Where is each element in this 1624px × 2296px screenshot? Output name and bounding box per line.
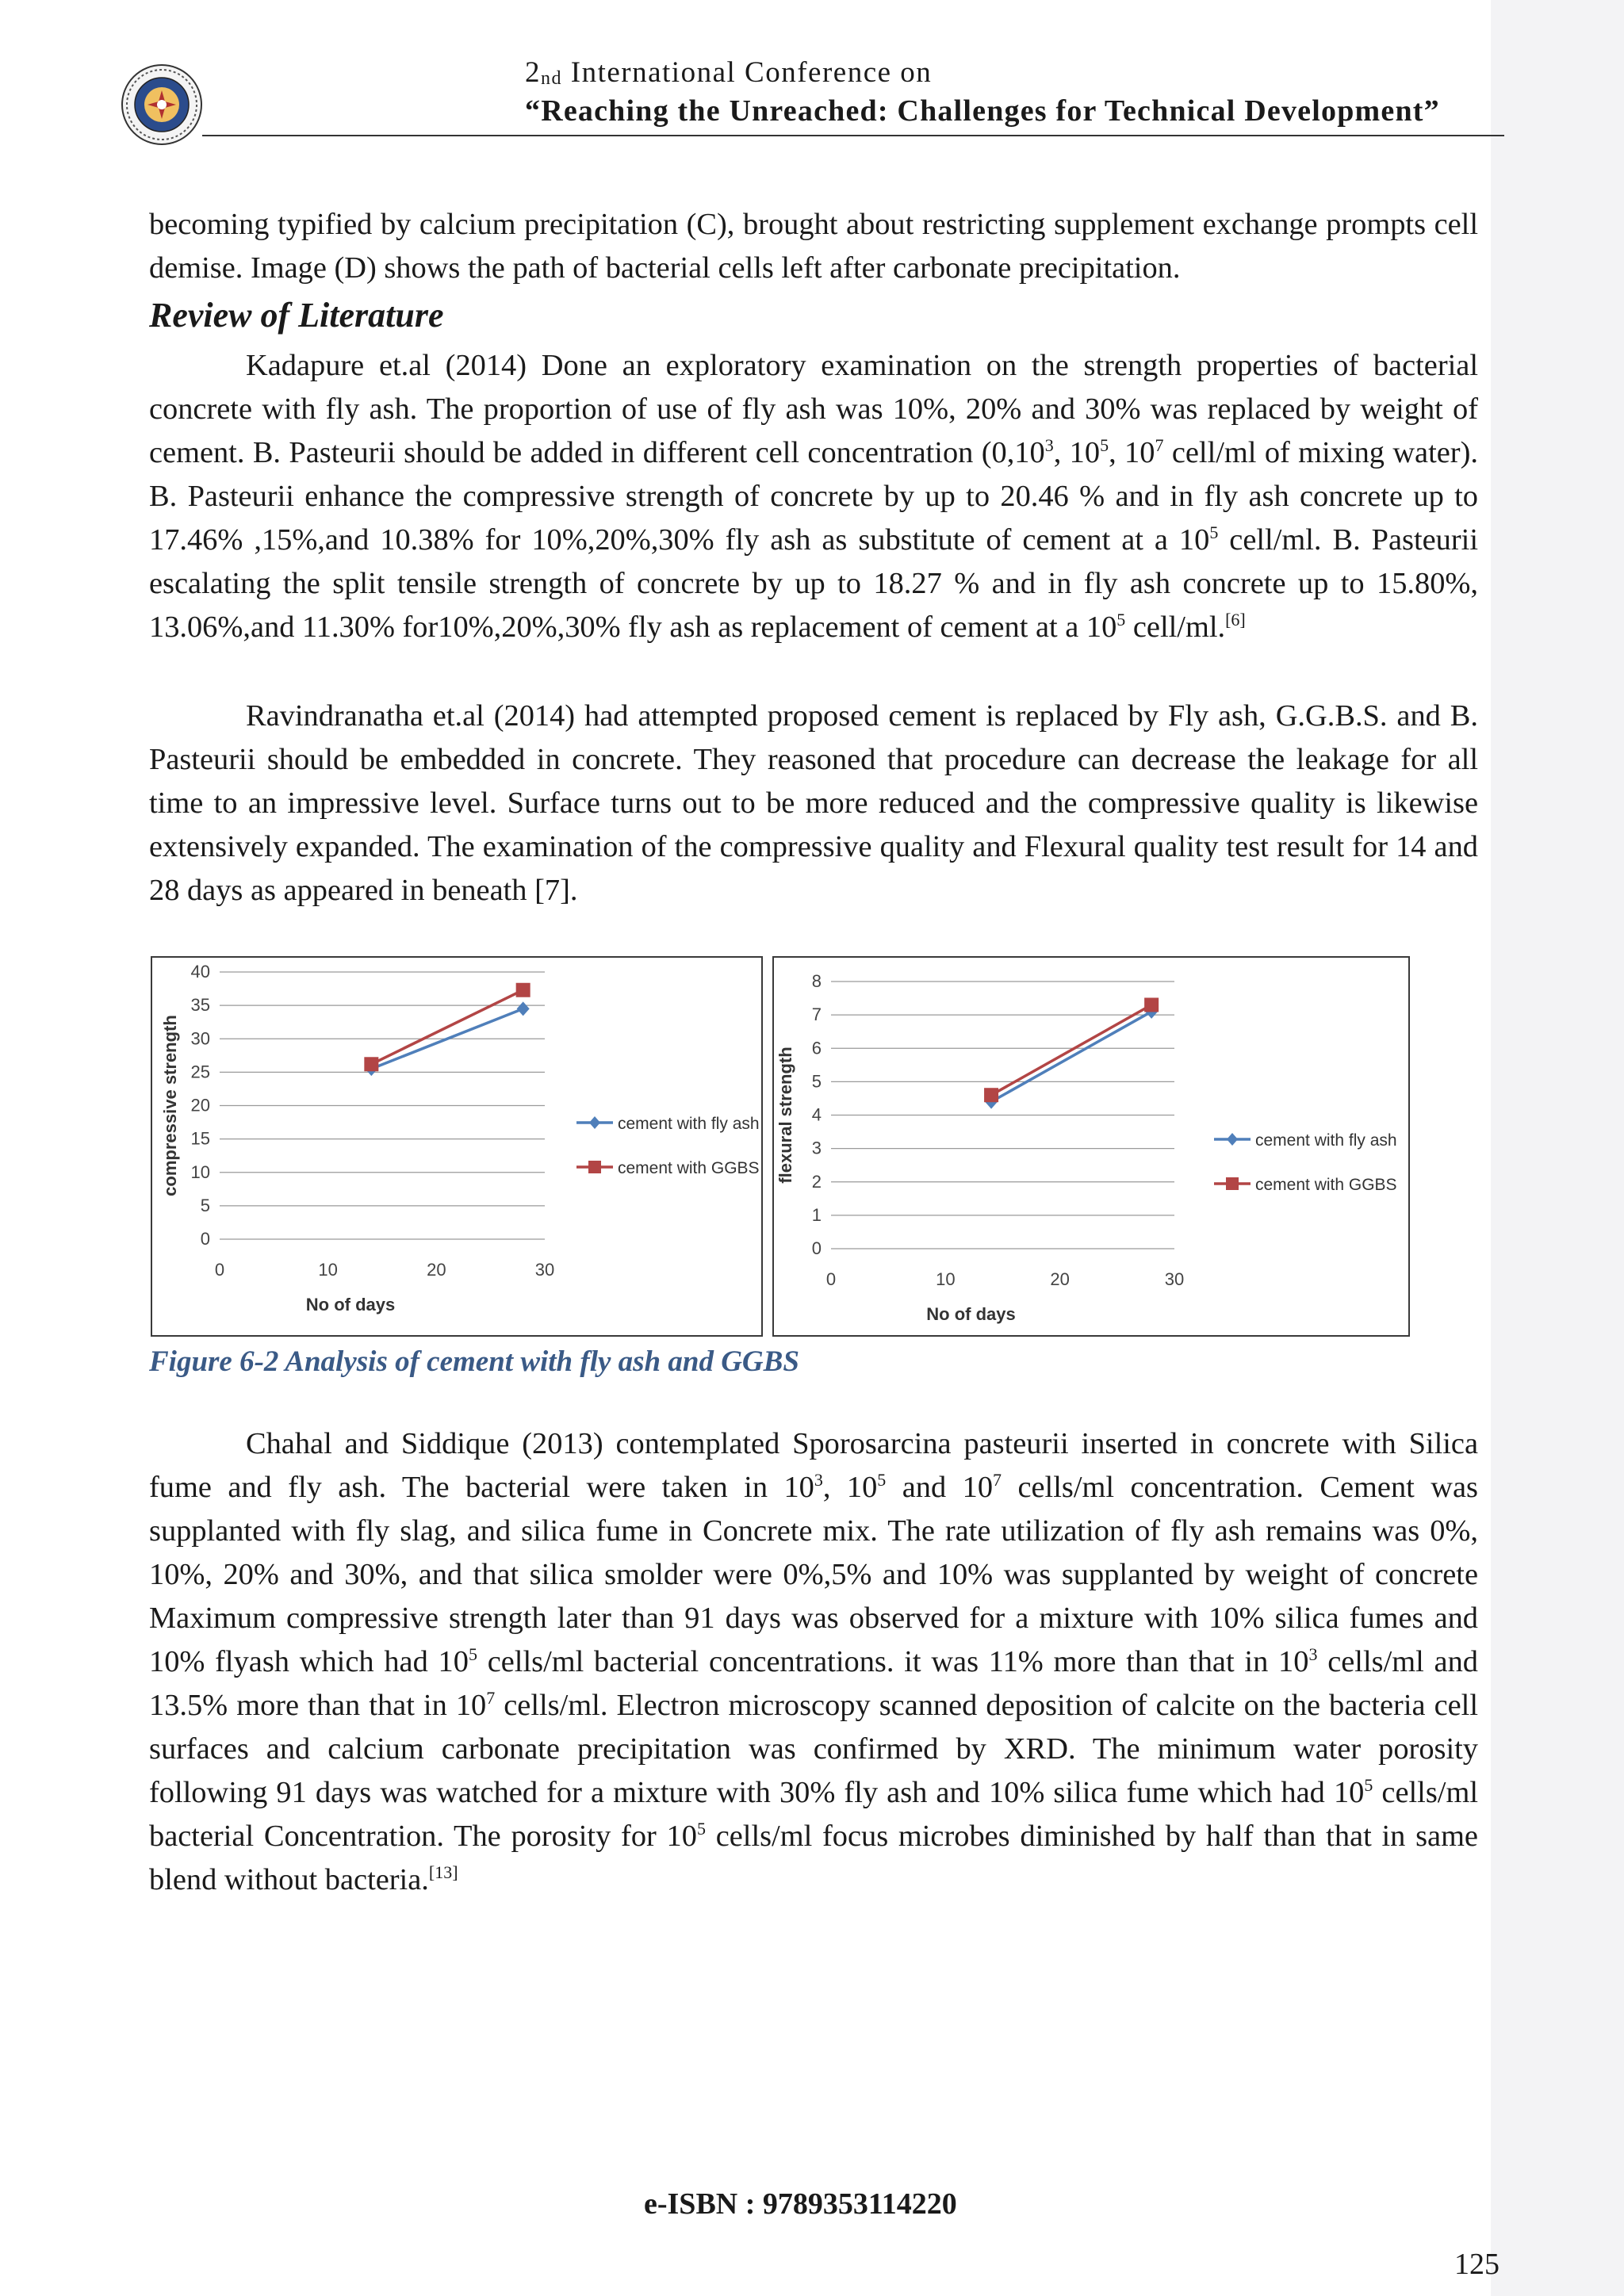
y-tick-label: 20 bbox=[190, 1095, 210, 1115]
legend-marker bbox=[1227, 1133, 1238, 1146]
legend-label: cement with fly ash bbox=[1255, 1131, 1397, 1150]
legend-label: cement with GGBS bbox=[618, 1159, 760, 1177]
y-tick-label: 10 bbox=[190, 1161, 210, 1182]
x-axis-label: No of days bbox=[926, 1304, 1016, 1324]
intro-paragraph: becoming typified by calcium precipitation (C), brought about restricting supplement exchange prompts cell demise. Image (D) shows the path of bacterial cells left after carbonate precipitation. bbox=[149, 208, 1478, 285]
data-point bbox=[516, 983, 530, 997]
series-line bbox=[371, 990, 523, 1065]
x-tick-label: 10 bbox=[318, 1260, 338, 1280]
data-point bbox=[517, 1001, 530, 1016]
y-axis-label: flexural strength bbox=[776, 1047, 795, 1184]
x-tick-label: 20 bbox=[1050, 1269, 1070, 1289]
conference-title: “Reaching the Unreached: Challenges for Technical Development” bbox=[525, 94, 1440, 128]
y-tick-label: 5 bbox=[200, 1195, 210, 1215]
legend-marker bbox=[589, 1116, 600, 1129]
y-tick-label: 25 bbox=[190, 1062, 210, 1082]
x-tick-label: 0 bbox=[214, 1260, 225, 1280]
chahal-paragraph: Chahal and Siddique (2013) contemplated Sporosarcina pasteurii inserted in concrete with Silica fume and fly ash. The bacterial were taken in $10^3$, $10^5$ and $10^7$ cells/ml concentration. Cement was supplanted with fly slag, and silica fume in Concrete mix. The rate utilization of fly ash remains was 0%, 10%, 20% and 30%, and that silica smolder were 0%,5% and 10% was supplanted by weight of concrete Maximum compressive strength later than 91 days was observed for a mixture with 10% silica fumes and 10% flyash which had $10^5$ cells/ml bacterial concentrations. it was 11% more than that in $10^3$ cells/ml and 13.5% more than that in $10^7$ cells/ml. Electron microscopy scanned deposition of calcite on the bacteria cell surfaces and calcium carbonate precipitation was confirmed by XRD. The minimum water porosity following 91 days was watched for a mixture with 30% fly ash and 10% silica fume which had $10^5$ cells/ml bacterial Concentration. The porosity for $10^5$ cells/ml focus microbes diminished by half than that in same blend without bacteria.[13] bbox=[149, 1427, 1478, 1896]
data-point bbox=[364, 1057, 378, 1071]
page-number: 125 bbox=[1454, 2248, 1500, 2281]
x-tick-label: 10 bbox=[936, 1269, 956, 1289]
y-tick-label: 7 bbox=[811, 1004, 822, 1025]
legend-label: cement with fly ash bbox=[618, 1115, 760, 1133]
x-tick-label: 30 bbox=[1164, 1269, 1185, 1289]
legend-marker bbox=[588, 1161, 601, 1173]
y-tick-label: 4 bbox=[811, 1104, 822, 1125]
y-tick-label: 2 bbox=[811, 1171, 822, 1192]
y-tick-label: 3 bbox=[811, 1138, 822, 1158]
flexural-strength-chart bbox=[772, 956, 1410, 1337]
figure-caption: Figure 6-2 Analysis of cement with fly ash and GGBS bbox=[149, 1345, 799, 1378]
section-heading: Review of Literature bbox=[149, 296, 444, 335]
conference-line: $2_{nd}$ International Conference on bbox=[525, 56, 933, 89]
page-margin-tint bbox=[1491, 0, 1624, 2296]
x-tick-label: 20 bbox=[427, 1260, 446, 1280]
y-tick-label: 5 bbox=[811, 1071, 822, 1092]
y-tick-label: 40 bbox=[190, 962, 210, 982]
x-axis-label: No of days bbox=[305, 1295, 396, 1314]
data-point bbox=[984, 1088, 998, 1102]
kadapure-paragraph: Kadapure et.al (2014) Done an exploratory examination on the strength properties of bacterial concrete with fly ash. The proportion of use of fly ash was 10%, 20% and 30% was replaced by weight of cement. B. Pasteurii should be added in different cell concentration (0,10$^3$, $10^5$, $10^7$ cell/ml of mixing water). B. Pasteurii enhance the compressive strength of concrete by up to 20.46 % and in fly ash concrete up to 17.46% ,15%,and 10.38% for 10%,20%,30% fly ash as substitute of cement at a $10^5$ cell/ml. B. Pasteurii escalating the split tensile strength of concrete by up to 18.27 % and in fly ash concrete up to 15.80%, 13.06%,and 11.30% for10%,20%,30% fly ash as replacement of cement at a $10^5$ cell/ml.[6] bbox=[149, 349, 1478, 644]
legend-label: cement with GGBS bbox=[1255, 1176, 1397, 1194]
citation-ref: [6] bbox=[1225, 610, 1246, 629]
ravindranatha-paragraph: Ravindranatha et.al (2014) had attempted proposed cement is replaced by Fly ash, G.G.B.S. and B. Pasteurii should be embedded in concrete. They reasoned that procedure can decrease the leakage for all time to an impressive level. Surface turns out to be more reduced and the compressive quality is likewise extensively expanded. The examination of the compressive quality and Flexural quality test result for 14 and 28 days as appeared in beneath [7]. bbox=[149, 699, 1478, 907]
legend-marker bbox=[1226, 1177, 1239, 1190]
y-tick-label: 15 bbox=[190, 1128, 210, 1149]
y-tick-label: 1 bbox=[811, 1204, 822, 1225]
citation-ref: [13] bbox=[428, 1862, 458, 1882]
y-tick-label: 0 bbox=[811, 1238, 822, 1258]
compressive-strength-chart bbox=[151, 956, 763, 1337]
x-tick-label: 0 bbox=[825, 1269, 837, 1289]
data-point bbox=[1144, 997, 1159, 1012]
y-tick-label: 35 bbox=[190, 995, 210, 1016]
conference-logo bbox=[119, 62, 205, 147]
y-tick-label: 30 bbox=[190, 1028, 210, 1049]
y-axis-label: compressive strength bbox=[160, 1015, 180, 1196]
series-line bbox=[991, 1012, 1151, 1102]
x-tick-label: 30 bbox=[534, 1260, 555, 1280]
isbn: e-ISBN : 9789353114220 bbox=[644, 2187, 957, 2221]
y-tick-label: 6 bbox=[811, 1038, 822, 1058]
y-tick-label: 8 bbox=[811, 971, 822, 991]
y-tick-label: 0 bbox=[200, 1229, 210, 1249]
header-rule bbox=[202, 135, 1504, 136]
